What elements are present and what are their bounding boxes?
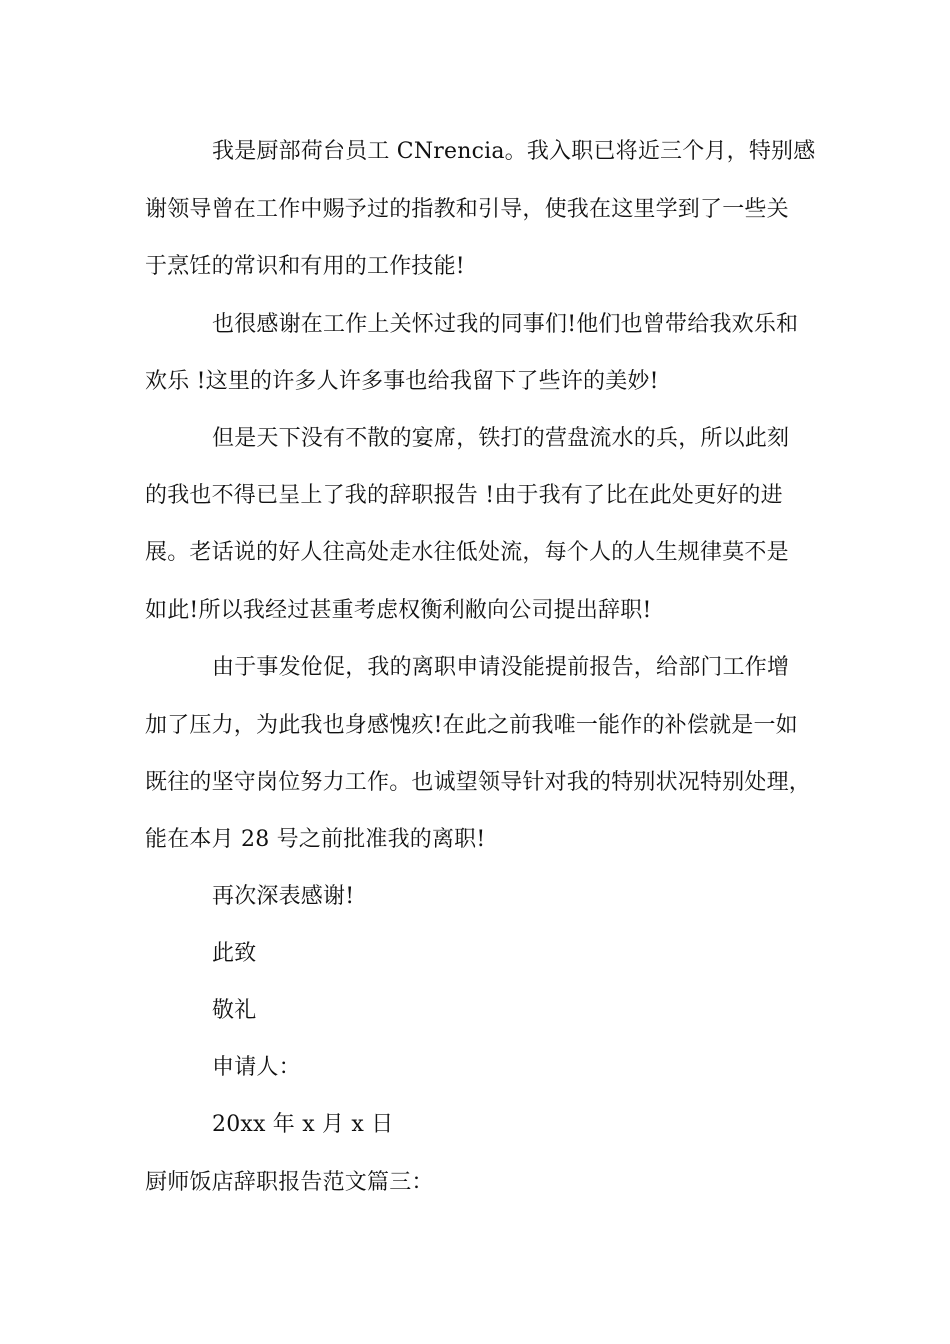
paragraph-3-line-1: 但是天下没有不散的宴席，铁打的营盘流水的兵，所以此刻 bbox=[212, 426, 790, 451]
closing-salutation-2: 敬礼 bbox=[212, 998, 257, 1023]
paragraph-4-line-1: 由于事发伧促，我的离职申请没能提前报告，给部门工作增 bbox=[212, 655, 790, 680]
paragraph-2-line-2: 欢乐 !这里的许多人许多事也给我留下了些许的美妙! bbox=[145, 369, 659, 394]
paragraph-4-line-2: 加了压力，为此我也身感愧疚!在此之前我唯一能作的补偿就是一如 bbox=[145, 713, 798, 738]
closing-thanks: 再次深表感谢! bbox=[212, 884, 355, 909]
paragraph-4-line-4: 能在本月 28 号之前批准我的离职! bbox=[145, 827, 486, 852]
paragraph-3-line-2: 的我也不得已呈上了我的辞职报告 !由于我有了比在此处更好的进 bbox=[145, 483, 783, 508]
paragraph-3-line-3: 展。老话说的好人往高处走水往低处流，每个人的人生规律莫不是 bbox=[145, 540, 789, 565]
closing-salutation-1: 此致 bbox=[212, 941, 257, 966]
paragraph-3-line-4: 如此!所以我经过甚重考虑权衡利敝向公司提出辞职! bbox=[145, 598, 652, 623]
date-line: 20xx 年 x 月 x 日 bbox=[212, 1112, 394, 1137]
applicant-label: 申请人： bbox=[212, 1055, 301, 1080]
next-section-heading: 厨师饭店辞职报告范文篇三： bbox=[145, 1170, 434, 1195]
paragraph-2-line-1: 也很感谢在工作上关怀过我的同事们!他们也曾带给我欢乐和 bbox=[212, 312, 799, 337]
paragraph-1-line-1: 我是厨部荷台员工 CNrencia。我入职已将近三个月，特别感 bbox=[212, 139, 816, 164]
paragraph-4-line-3: 既往的坚守岗位努力工作。也诚望领导针对我的特别状况特别处理， bbox=[145, 770, 812, 795]
paragraph-1-line-2: 谢领导曾在工作中赐予过的指教和引导，使我在这里学到了一些关 bbox=[145, 197, 789, 222]
paragraph-1-line-3: 于烹饪的常识和有用的工作技能! bbox=[145, 254, 465, 279]
